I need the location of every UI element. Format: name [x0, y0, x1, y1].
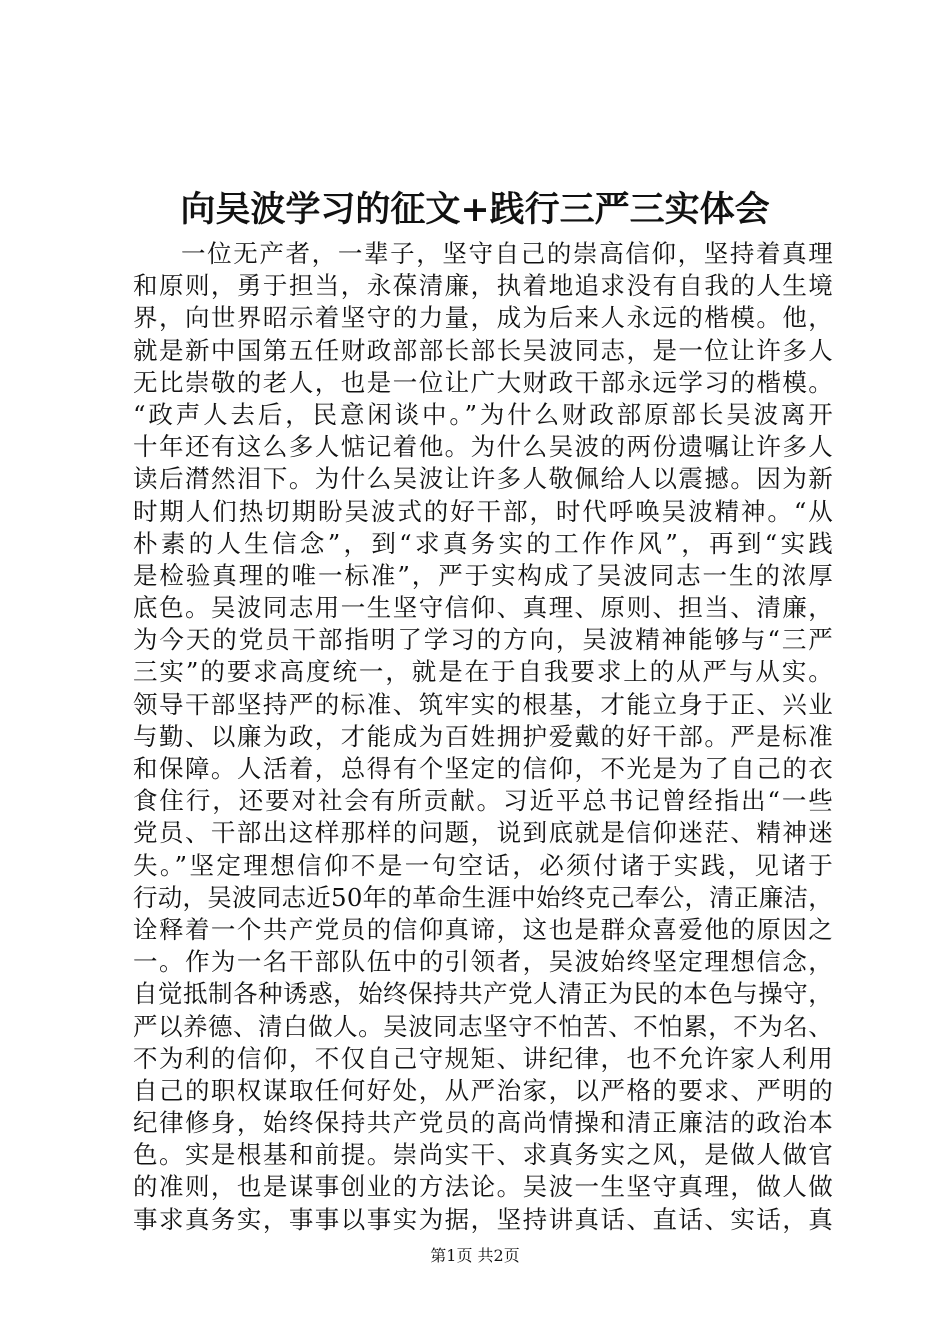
body-line: 严以养德、清白做人。吴波同志坚守不怕苦、不怕累，不为名、	[133, 1011, 833, 1041]
body-line: 一位无产者，一辈子，坚守自己的崇高信仰，坚持着真理	[181, 239, 833, 268]
body-line: 一。作为一名干部队伍中的引领者，吴波始终坚定理想信念，	[133, 947, 833, 977]
body-line: 和保障。人活着，总得有个坚定的信仰，不光是为了自己的衣	[133, 754, 833, 783]
body-line: 色。实是根基和前提。崇尚实干、求真务实之风，是做人做官	[133, 1140, 833, 1170]
body-line: 不为利的信仰，不仅自己守规矩、讲纪律，也不允许家人利用	[133, 1043, 833, 1073]
body-line: 三实”的要求高度统一，就是在于自我要求上的从严与从实。	[133, 657, 833, 687]
body-line: 诠释着一个共产党员的信仰真谛，这也是群众喜爱他的原因之	[133, 914, 833, 944]
body-line: 领导干部坚持严的标准、筑牢实的根基，才能立身于正、兴业	[133, 689, 833, 719]
body-line: 底色。吴波同志用一生坚守信仰、真理、原则、担当、清廉，	[133, 593, 833, 623]
document-title: 向吴波学习的征文+践行三严三实体会	[180, 189, 770, 230]
page-number-footer: 第1页 共2页	[430, 1246, 520, 1265]
body-line: 行动，吴波同志近50年的革命生涯中始终克己奉公，清正廉洁，	[133, 882, 833, 912]
body-line: 的准则，也是谋事创业的方法论。吴波一生坚守真理，做人做	[133, 1172, 833, 1202]
body-line: 朴素的人生信念”，到“求真务实的工作作风”，再到“实践	[133, 528, 833, 558]
body-line: 事求真务实，事事以事实为据，坚持讲真话、直话、实话，真	[133, 1204, 833, 1234]
body-line: “政声人去后，民意闲谈中。”为什么财政部原部长吴波离开	[133, 399, 833, 429]
body-line: 与勤、以廉为政，才能成为百姓拥护爱戴的好干部。严是标准	[133, 721, 833, 751]
body-line: 失。”坚定理想信仰不是一句空话，必须付诸于实践，见诸于	[133, 850, 833, 880]
body-line: 读后潸然泪下。为什么吴波让许多人敬佩给人以震撼。因为新	[133, 464, 833, 494]
body-line: 食住行，还要对社会有所贡献。习近平总书记曾经指出“一些	[133, 786, 833, 816]
body-line: 纪律修身，始终保持共产党员的高尚情操和清正廉洁的政治本	[133, 1108, 833, 1138]
body-line: 为今天的党员干部指明了学习的方向，吴波精神能够与“三严	[133, 625, 833, 655]
body-line: 界，向世界昭示着坚守的力量，成为后来人永远的楷模。他，	[133, 303, 833, 333]
body-line: 是检验真理的唯一标准”，严于实构成了吴波同志一生的浓厚	[133, 560, 833, 590]
body-line: 无比崇敬的老人，也是一位让广大财政干部永远学习的楷模。	[133, 367, 833, 397]
document-body	[133, 238, 833, 1236]
body-line: 党员、干部出这样那样的问题，说到底就是信仰迷茫、精神迷	[133, 818, 833, 848]
body-line: 自觉抵制各种诱惑，始终保持共产党人清正为民的本色与操守，	[133, 979, 833, 1009]
body-line: 时期人们热切期盼吴波式的好干部，时代呼唤吴波精神。“从	[133, 496, 833, 526]
body-line: 就是新中国第五任财政部部长部长吴波同志，是一位让许多人	[133, 335, 833, 365]
body-line: 和原则，勇于担当，永葆清廉，执着地追求没有自我的人生境	[133, 271, 833, 301]
body-line: 十年还有这么多人惦记着他。为什么吴波的两份遗嘱让许多人	[133, 432, 833, 462]
body-line: 自己的职权谋取任何好处，从严治家，以严格的要求、严明的	[133, 1075, 833, 1105]
